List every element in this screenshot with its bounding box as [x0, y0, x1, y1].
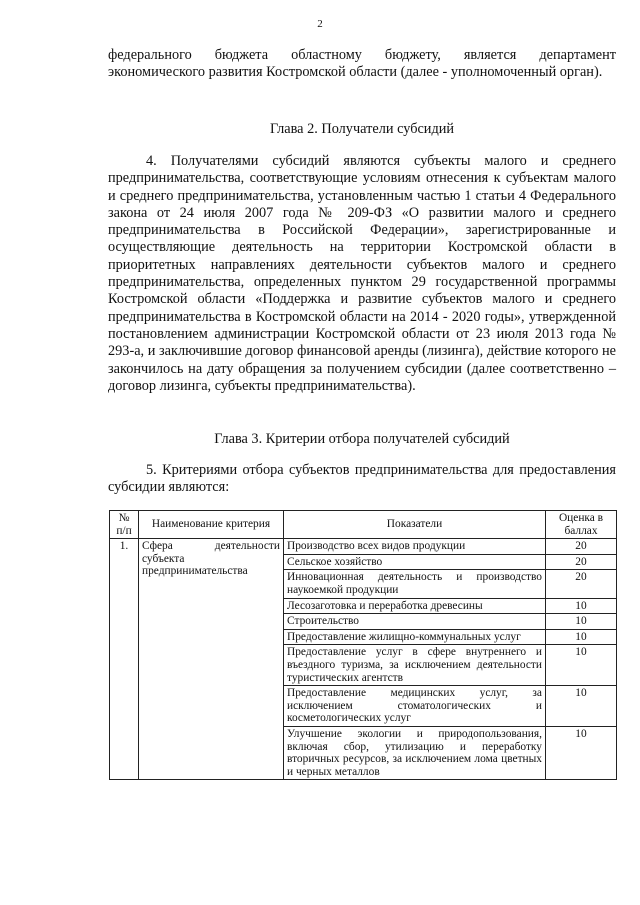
score-cell: 10	[546, 629, 617, 645]
score-cell: 20	[546, 570, 617, 598]
indicator-cell: Улучшение экологии и природопользования, включая сбор, утилизацию и переработку вторичных ресурсов, за исключением лома цветных и черных металлов	[284, 726, 546, 779]
table-header-row	[110, 511, 617, 539]
intro-paragraph: федерального бюджета областному бюджету, является департамент экономического развития Костромской области (далее - уполномоченный орган).	[108, 47, 616, 81]
score-cell: 20	[546, 554, 617, 570]
page-number: 2	[317, 18, 323, 30]
criteria-table	[109, 510, 617, 780]
score-cell: 20	[546, 539, 617, 555]
chapter-3-body	[108, 462, 616, 497]
chapter-2-heading: Глава 2. Получатели субсидий	[269, 121, 455, 137]
indicator-cell: Предоставление жилищно-коммунальных услуг	[284, 629, 546, 645]
score-cell: 10	[546, 598, 617, 614]
intro-text	[108, 47, 616, 82]
header-num: № п/п	[110, 511, 139, 539]
header-indicators: Показатели	[284, 511, 546, 539]
paragraph-5: 5. Критериями отбора субъектов предпринимательства для предоставления субсидии являются:	[108, 462, 616, 496]
indicator-cell: Предоставление услуг в сфере внутреннего и въездного туризма, за исключением деятельности туристических агентств	[284, 645, 546, 686]
score-cell: 10	[546, 726, 617, 779]
indicator-cell: Лесозаготовка и переработка древесины	[284, 598, 546, 614]
paragraph-4: 4. Получателями субсидий являются субъекты малого и среднего предпринимательства, соответствующие условиям отнесения к субъектам малого и среднего предпринимательства, установленным частью 1 статьи 4 Федерального закона от 24 июля 2007 года № 209-ФЗ «О развитии малого и среднего предпринимательства в Российской Федерации», зарегистрированные и осуществляющие деятельность на территории Костромской области в приоритетных направлениях деятельности субъектов малого и среднего предпринимательства, определенных пунктом 29 государственной программы Костромской области «Поддержка и развитие субъектов малого и среднего предпринимательства в Костромской области на 2014 - 2020 годы», утвержденной постановлением администрации Костромской области от 23 июля 2013 года № 293-а, и заключившие договор финансовой аренды (лизинга), действие которого не закончилось на дату обращения за получением субсидии (далее соответственно – договор лизинга, субъекты предпринимательства).	[108, 153, 616, 394]
header-score: Оценка в баллах	[546, 511, 617, 539]
score-cell: 10	[546, 686, 617, 727]
chapter-2-body	[108, 153, 616, 395]
score-cell: 10	[546, 645, 617, 686]
indicator-cell: Строительство	[284, 614, 546, 630]
indicator-cell: Сельское хозяйство	[284, 554, 546, 570]
row-number: 1.	[110, 539, 139, 780]
criterion-name: Сфера деятельности субъекта предпринимательства	[139, 539, 284, 780]
indicator-cell: Предоставление медицинских услуг, за исключением стоматологических и косметологических услуг	[284, 686, 546, 727]
score-cell: 10	[546, 614, 617, 630]
header-criterion: Наименование критерия	[139, 511, 284, 539]
chapter-3-heading: Глава 3. Критерии отбора получателей субсидий	[214, 431, 510, 447]
table-row	[110, 539, 617, 555]
indicator-cell: Производство всех видов продукции	[284, 539, 546, 555]
indicator-cell: Инновационная деятельность и производство наукоемкой продукции	[284, 570, 546, 598]
